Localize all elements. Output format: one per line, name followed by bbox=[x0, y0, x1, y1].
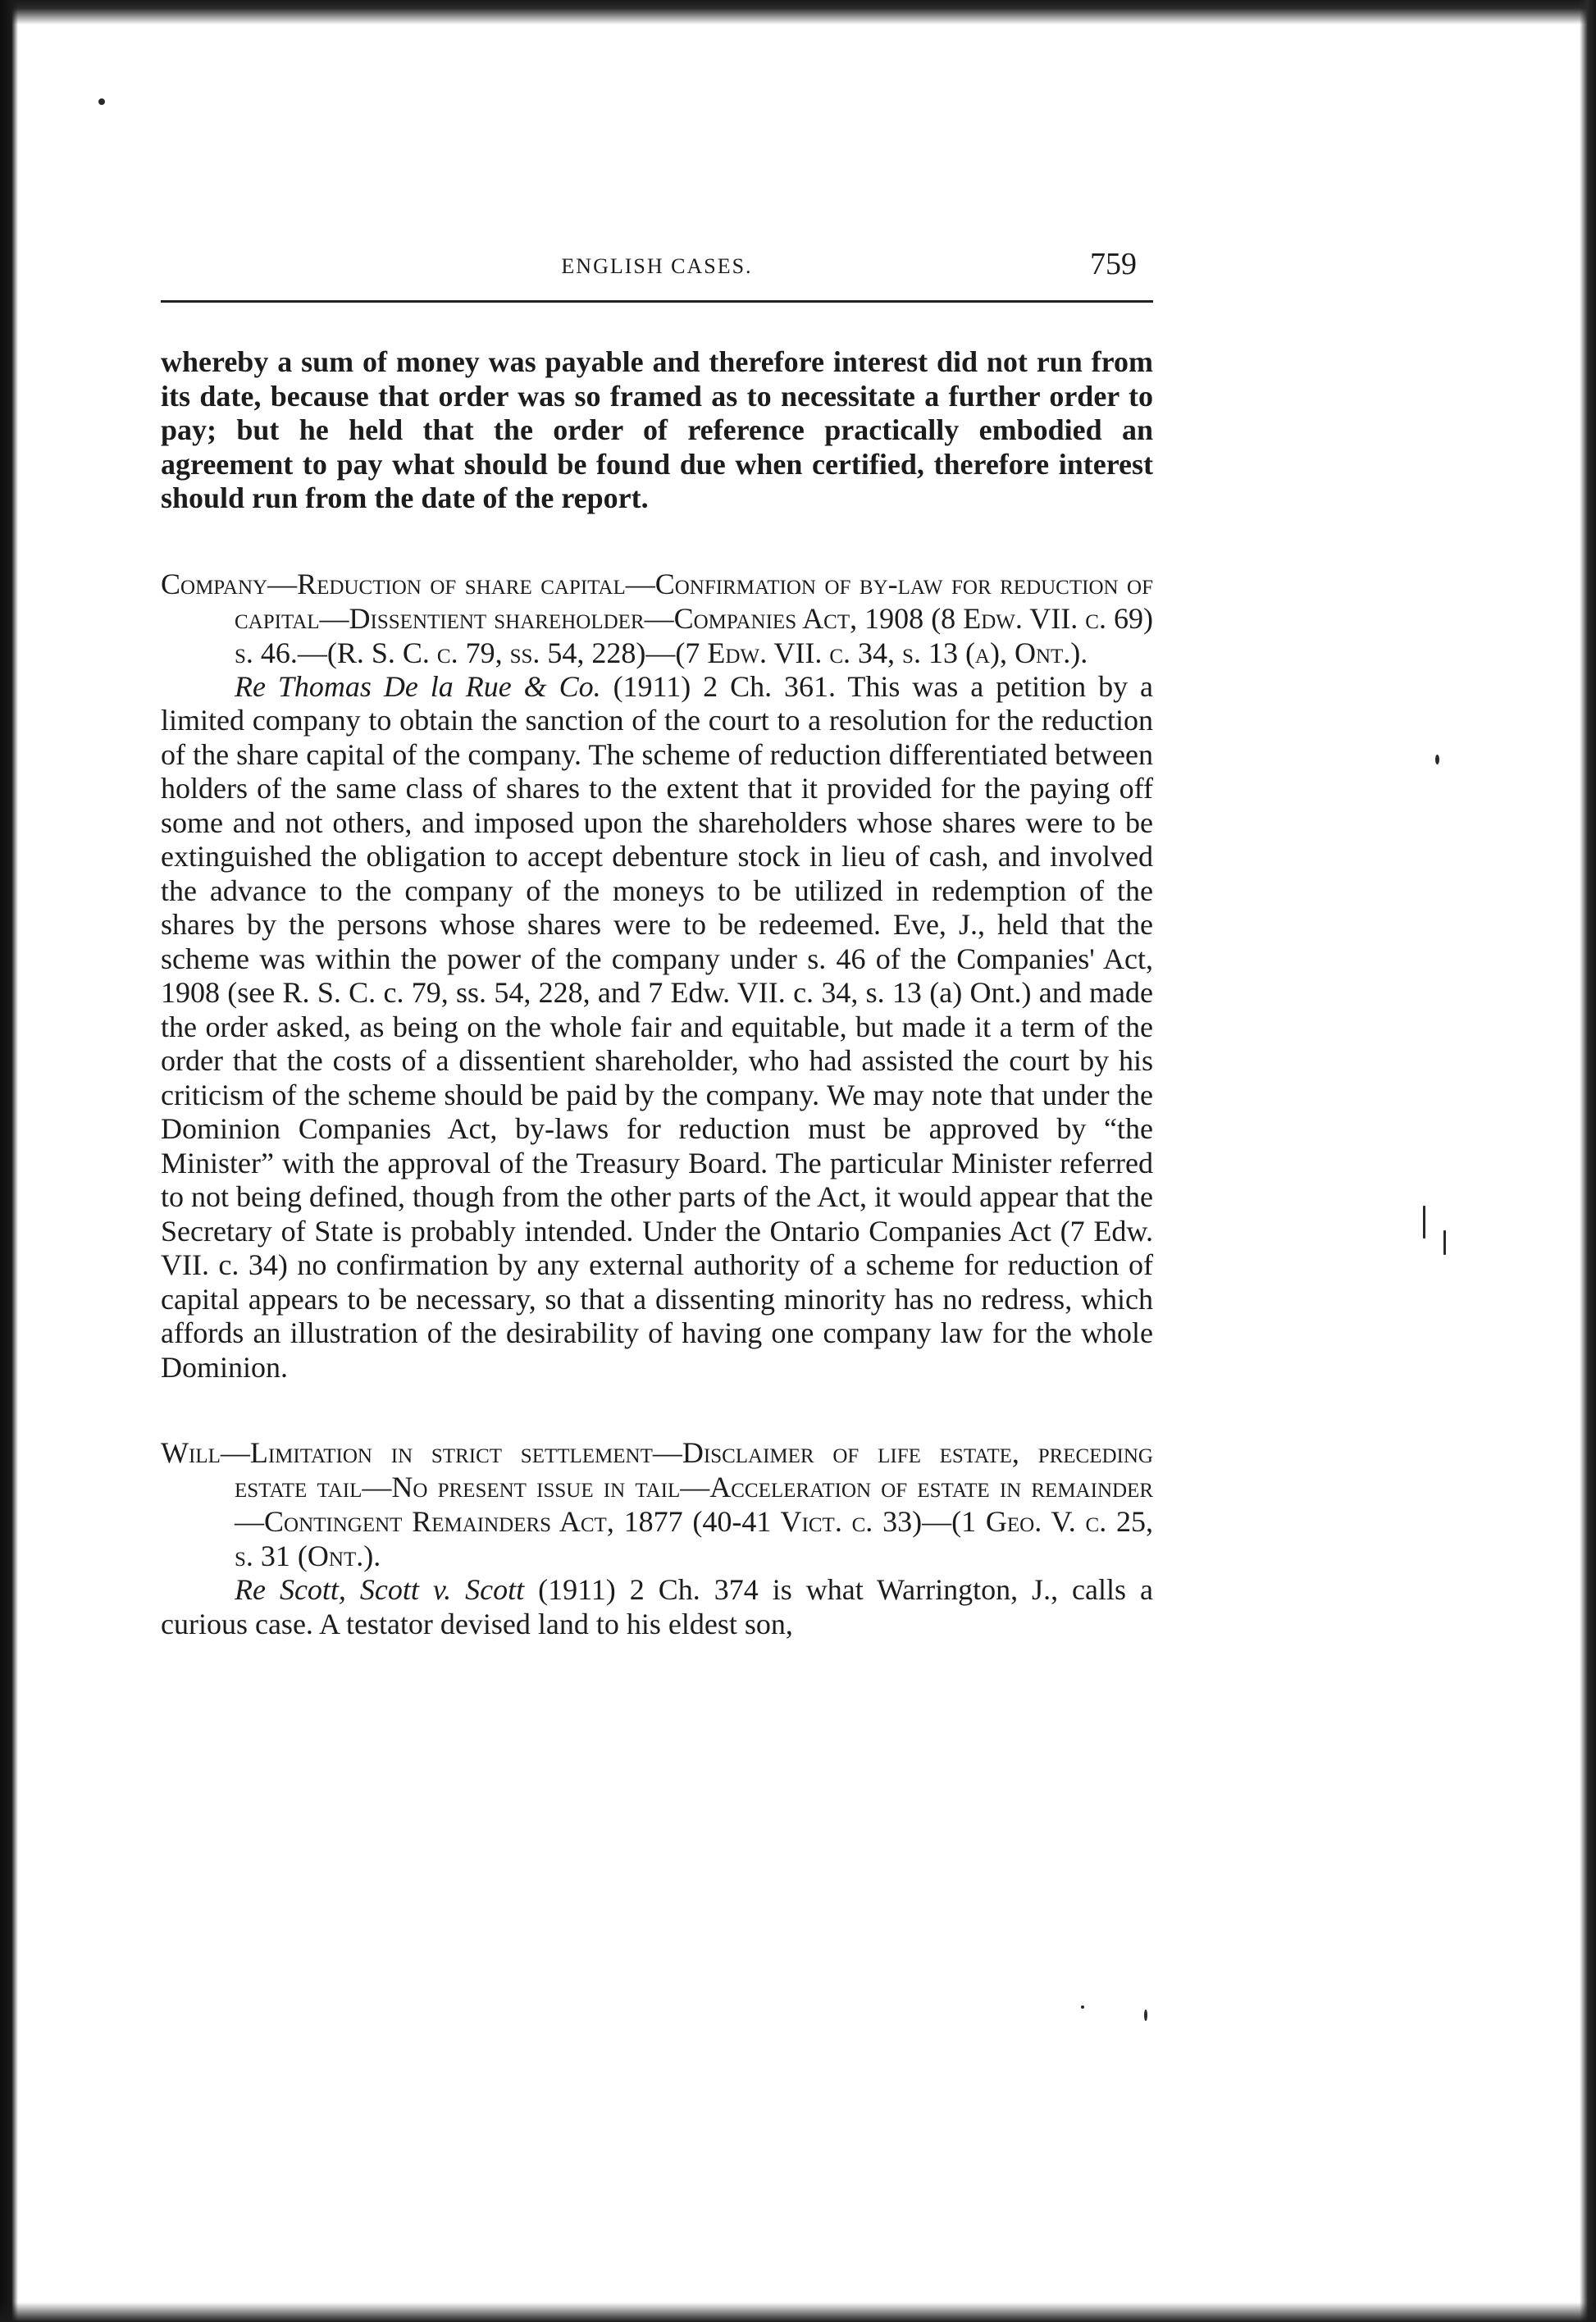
case-paragraph-scott bbox=[161, 1573, 1153, 1641]
scan-border-bottom bbox=[0, 2302, 1596, 2322]
scan-speck bbox=[1081, 2005, 1084, 2009]
scan-speck bbox=[98, 98, 105, 105]
scan-border-top bbox=[0, 0, 1596, 25]
running-head bbox=[161, 246, 1153, 292]
scan-speck bbox=[1423, 1206, 1425, 1239]
section-heading-company: Company—Reduction of share capital—Confirmation of by-law for reduction of capital—Dissentient shareholder—Companies Act, 1908 (8 Edw. VII. c. 69) s. 46.—(R. S. C. c. 79, ss. 54, 228)—(7 Edw. VII. c. 34, s. 13 (a), Ont.). bbox=[161, 567, 1153, 669]
case-name-de-la-rue: Re Thomas De la Rue & Co. bbox=[235, 669, 601, 703]
scan-border-right bbox=[1580, 0, 1596, 2322]
case-text-scott: (1911) 2 Ch. 374 is what Warrington, J., calls a curious case. A testator devised land to his eldest son, bbox=[161, 1573, 1153, 1640]
book-page bbox=[161, 246, 1153, 1641]
page-number: 759 bbox=[1090, 247, 1137, 281]
case-name-scott: Re Scott, Scott v. Scott bbox=[235, 1573, 525, 1606]
case-paragraph-de-la-rue bbox=[161, 670, 1153, 1385]
scan-speck bbox=[1144, 2010, 1147, 2021]
header-rule bbox=[161, 300, 1153, 303]
continuation-paragraph: whereby a sum of money was payable and therefore interest did not run from its date, because that order was so framed as to necessitate a further order to pay; but he held that the order of reference practically embodied an agreement to pay what should be found due when certified, therefore interest should run from the date of the report. bbox=[161, 345, 1153, 514]
scan-speck bbox=[1443, 1230, 1446, 1255]
section-heading-will: Will—Limitation in strict settlement—Disclaimer of life estate, preceding estate tail—No present issue in tail—Acceleration of estate in remainder—Contingent Remainders Act, 1877 (40-41 Vict. c. 33)—(1 Geo. V. c. 25, s. 31 (Ont.). bbox=[161, 1436, 1153, 1572]
case-text-de-la-rue: (1911) 2 Ch. 361. This was a petition by a limited company to obtain the sanction of the court to a resolution for the reduction of the share capital of the company. The scheme of reduction differentiated between holders of the same class of shares to the extent that it provided for the paying off some and not others, and imposed upon the shareholders whose shares were to be extinguished the obligation to accept debenture stock in lieu of cash, and involved the advance to the company of the moneys to be utilized in redemption of the shares by the persons whose shares were to be redeemed. Eve, J., held that the scheme was within the power of the company under s. 46 of the Companies' Act, 1908 (see R. S. C. c. 79, ss. 54, 228, and 7 Edw. VII. c. 34, s. 13 (a) Ont.) and made the order asked, as being on the whole fair and equitable, but made it a term of the order that the costs of a dissentient shareholder, who had assisted the court by his criticism of the scheme should be paid by the company. We may note that under the Dominion Companies Act, by-laws for reduction must be approved by “the Minister” with the approval of the Treasury Board. The particular Minister referred to not being defined, though from the other parts of the Act, it would appear that the Secretary of State is probably intended. Under the Ontario Companies Act (7 Edw. VII. c. 34) no confirmation by any external authority of a scheme for reduction of capital appears to be necessary, so that a dissenting minority has no redress, which affords an illustration of the desirability of having one company law for the whole Dominion. bbox=[161, 669, 1153, 1384]
running-head-title: ENGLISH CASES. bbox=[561, 254, 753, 278]
scan-speck bbox=[1435, 755, 1439, 764]
scan-border-left bbox=[0, 0, 18, 2322]
